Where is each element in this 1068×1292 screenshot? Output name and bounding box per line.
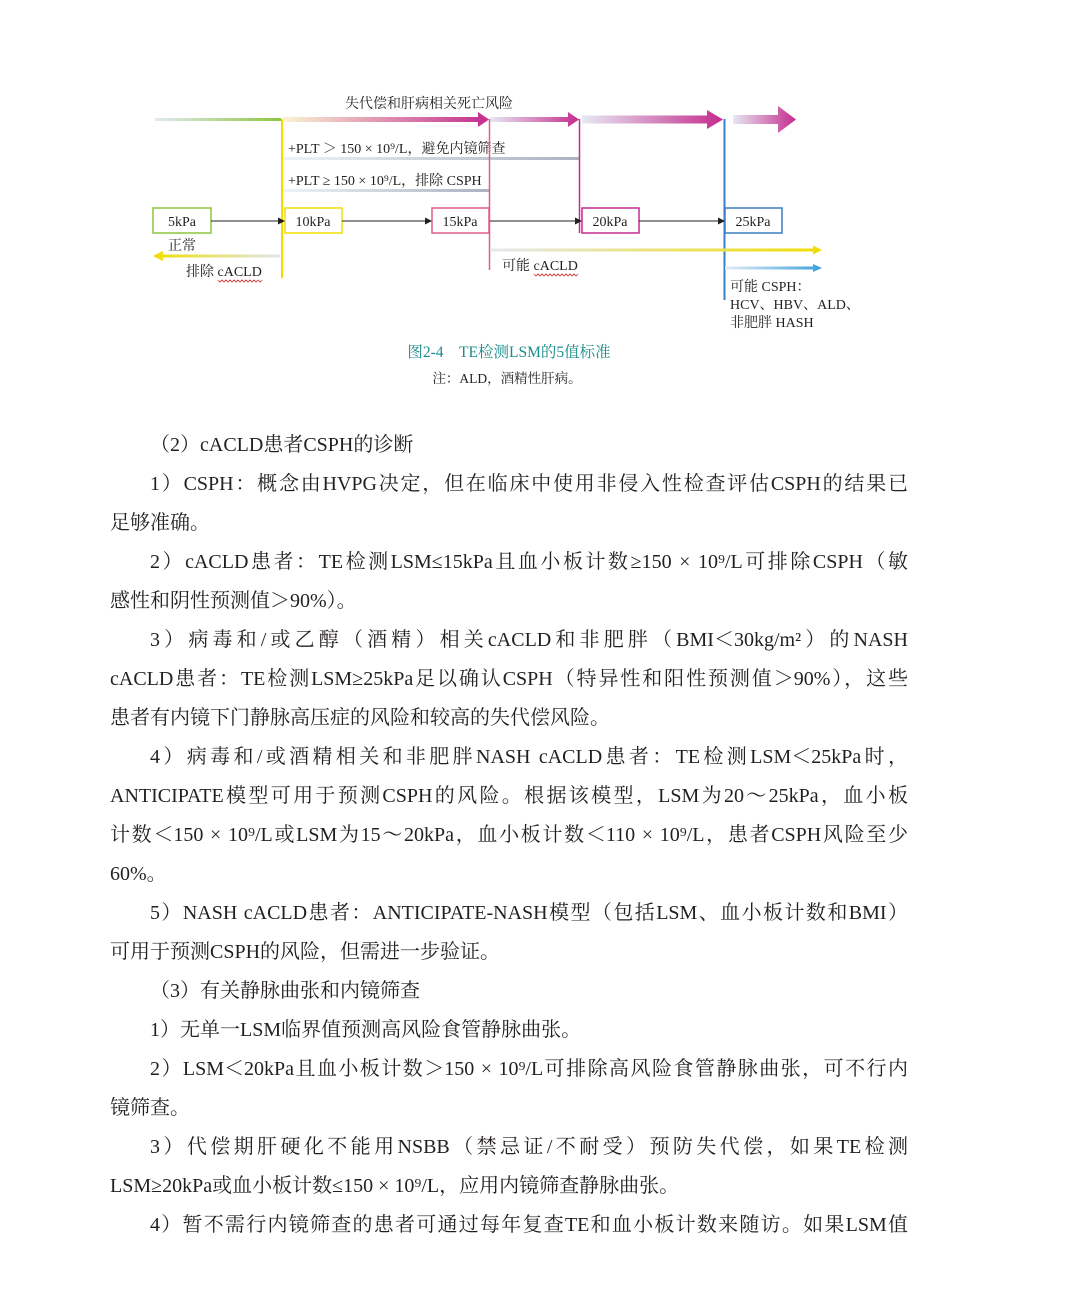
threshold-label-20kpa: 20kPa: [592, 215, 628, 230]
paragraph-line: 足够准确。: [110, 512, 210, 534]
paragraph-line: ANTICIPATE模型可用于预测CSPH的风险。根据该模型，LSM为20～25kPa，血小板: [110, 785, 908, 807]
risk-bar-segment-2: [283, 112, 489, 127]
paragraph-line: 1）无单一LSM临界值预测高风险食管静脉曲张。: [150, 1019, 582, 1041]
exclude-cacld-label: 排除 cACLD: [186, 265, 262, 280]
paragraph: [110, 621, 908, 738]
paragraph: [110, 738, 908, 894]
connector-arrow-10-15: [342, 218, 432, 225]
section-heading: [110, 426, 908, 465]
possible-cacld-label: 可能 cACLD: [502, 259, 578, 274]
paragraph-line: 60%。: [110, 863, 167, 885]
figure-caption: 图2-4 TE检测LSM的5值标准: [407, 344, 611, 361]
plt-avoid-line: [283, 157, 580, 160]
paragraph: [110, 1011, 908, 1050]
risk-bar-segment-3: [490, 112, 579, 127]
paragraph-line: cACLD患者：TE检测LSM≥25kPa足以确认CSPH（特异性和阳性预测值＞90%），这些: [110, 668, 908, 690]
paragraph: [110, 1128, 908, 1206]
possible-csph-nash: 非肥胖 HASH: [730, 316, 814, 331]
lsm-threshold-figure: [0, 0, 1068, 400]
body-text: [110, 426, 908, 1245]
risk-bar-segment-5: [733, 106, 796, 133]
paragraph-line: 计数＜150 × 10⁹/L或LSM为15～20kPa，血小板计数＜110 × 10⁹/L，患者CSPH风险至少: [110, 824, 908, 846]
connector-arrow-20-25: [639, 218, 725, 225]
plt-exclude-line: [283, 189, 490, 192]
possible-cacld-arrow: [490, 246, 822, 255]
paragraph-line: 5）NASH cACLD患者：ANTICIPATE-NASH模型（包括LSM、血小板计数和BMI）: [150, 902, 908, 924]
paragraph-line: 3）病毒和/或乙醇（酒精）相关cACLD和非肥胖（BMI＜30kg/m²）的NASH: [150, 629, 908, 651]
threshold-label-15kpa: 15kPa: [442, 215, 478, 230]
paragraph-line: 2）cACLD患者：TE检测LSM≤15kPa且血小板计数≥150 × 10⁹/L可排除CSPH（敏: [150, 551, 908, 573]
threshold-label-5kpa: 5kPa: [168, 215, 196, 230]
paragraph-line: 4）暂不需行内镜筛查的患者可通过每年复查TE和血小板计数来随访。如果LSM值: [150, 1214, 908, 1236]
threshold-label-25kpa: 25kPa: [735, 215, 771, 230]
paragraph-line: （2）cACLD患者CSPH的诊断: [150, 434, 414, 456]
paragraph-line: （3）有关静脉曲张和内镜筛查: [150, 980, 420, 1002]
paragraph-line: 4）病毒和/或酒精相关和非肥胖NASH cACLD患者：TE检测LSM＜25kPa时，: [150, 746, 908, 768]
possible-csph-arrow: [725, 264, 822, 272]
spellcheck-underline: [534, 274, 578, 276]
risk-bar-segment-1: [155, 118, 281, 121]
paragraph-line: 2）LSM＜20kPa且血小板计数＞150 × 10⁹/L可排除高风险食管静脉曲张，可不行内: [150, 1058, 908, 1080]
paragraph-line: 感性和阴性预测值＞90%）。: [110, 590, 357, 612]
paragraph-line: 患者有内镜下门静脉高压症的风险和较高的失代偿风险。: [110, 707, 610, 729]
risk-label: 失代偿和肝病相关死亡风险: [345, 97, 513, 112]
plt-exclude-label: +PLT ≥ 150 × 10⁹/L，排除 CSPH: [288, 174, 482, 189]
figure-note: 注：ALD，酒精性肝病。: [432, 371, 582, 386]
section-heading: [110, 972, 908, 1011]
paragraph-line: 镜筛查。: [110, 1097, 190, 1119]
paragraph: [110, 1206, 908, 1245]
threshold-label-10kpa: 10kPa: [295, 215, 331, 230]
connector-arrow-15-20: [490, 218, 582, 225]
normal-label: 正常: [168, 239, 196, 254]
paragraph-line: 3）代偿期肝硬化不能用NSBB（禁忌证/不耐受）预防失代偿，如果TE检测: [150, 1136, 908, 1158]
paragraph: [110, 465, 908, 543]
paragraph: [110, 543, 908, 621]
spellcheck-underline: [218, 280, 262, 282]
paragraph: [110, 894, 908, 972]
paragraph-line: 1）CSPH：概念由HVPG决定，但在临床中使用非侵入性检查评估CSPH的结果已: [150, 473, 908, 495]
plt-avoid-label: +PLT ＞ 150 × 10⁹/L，避免内镜筛查: [288, 142, 506, 157]
connector-arrow-5-10: [211, 218, 285, 225]
risk-bar-segment-4: [582, 110, 723, 129]
paragraph-line: 可用于预测CSPH的风险，但需进一步验证。: [110, 941, 501, 963]
possible-csph-causes: HCV、HBV、ALD、: [730, 298, 860, 313]
paragraph: [110, 1050, 908, 1128]
paragraph-line: LSM≥20kPa或血小板计数≤150 × 10⁹/L，应用内镜筛查静脉曲张。: [110, 1175, 680, 1197]
possible-csph-label: 可能 CSPH：: [730, 280, 811, 295]
